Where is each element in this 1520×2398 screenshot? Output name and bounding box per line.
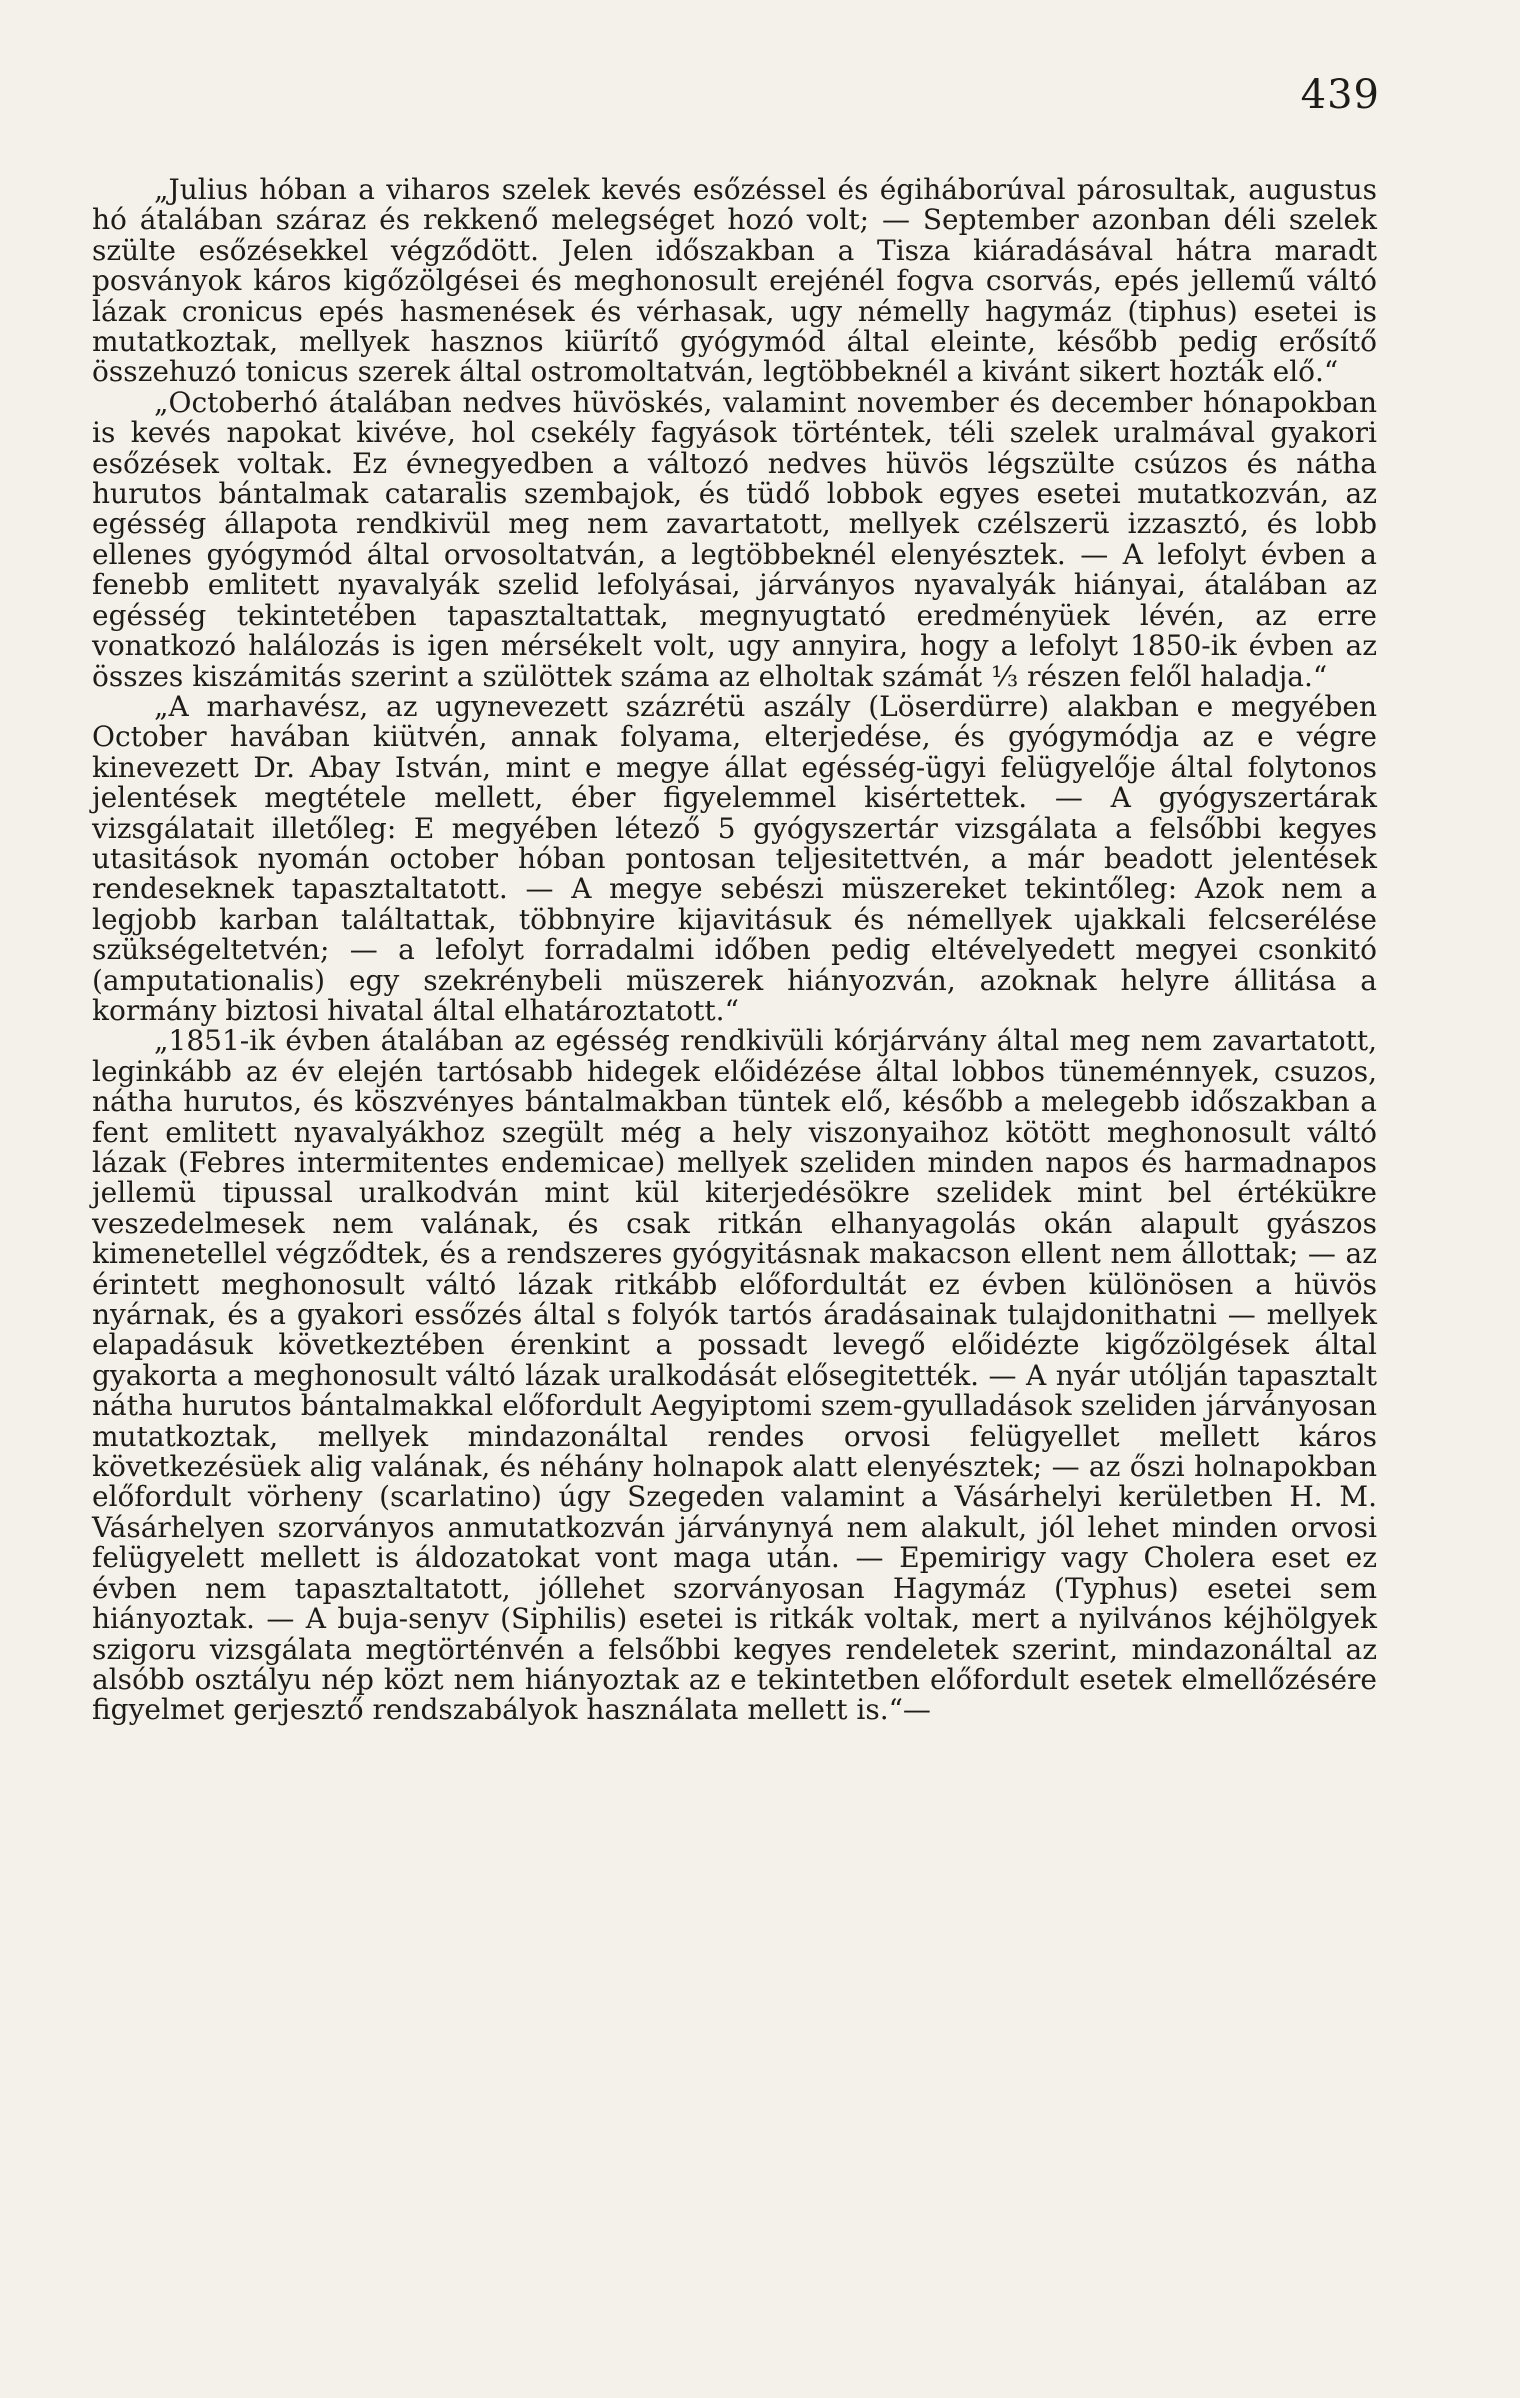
paragraph-october: „Octoberhó átalában nedves hüvöskés, valamint november és december hónapokban is kevés napokat kivéve, hol csekély fagyások történtek, téli szelek uralmával gyakori esőzések voltak. Ez évnegyedben a változó nedves hüvös légszülte csúzos és nátha hurutos bántalmak cataralis szembajok, és tüdő lobbok egyes esetei mutatkozván, az egésség állapota rendkivül meg nem zavartatott, mellyek czélszerü izzasztó, és lobb ellenes gyógymód által orvosoltatván, a legtöbbeknél elenyésztek. — A lefolyt évben a fenebb emlitett nyavalyák szelid lefolyásai, járványos nyavalyák hiányai, átalában az egésség tekintetében tapasztaltattak, megnyugtató eredményüek lévén, az erre vonatkozó halálozás is igen mérsékelt volt, ugy annyira, hogy a lefolyt 1850-ik évben az összes kiszámitás szerint a szülöttek száma az elholtak számát ⅓ részen felől haladja.“ xyxy=(92,385,1377,693)
body-text xyxy=(92,175,1377,1726)
page-number: 439 xyxy=(1300,72,1380,118)
paragraph-julius: „Julius hóban a viharos szelek kevés esőzéssel és égiháborúval párosultak, augustus hó átalában száraz és rekkenő melegséget hozó volt; — September azonban déli szelek szülte esőzésekkel végződött. Jelen időszakban a Tisza kiáradásával hátra maradt posványok káros kigőzölgései és meghonosult erejénél fogva csorvás, epés jellemű váltó lázak cronicus epés hasmenések és vérhasak, ugy némelly hagymáz (tiphus) esetei is mutatkoztak, mellyek hasznos kiürítő gyógymód által eleinte, később pedig erősítő összehuzó tonicus szerek által ostromoltatván, legtöbbeknél a kivánt sikert hozták elő.“ xyxy=(92,173,1377,389)
paragraph-marhavesz: „A marhavész, az ugynevezett százrétü aszály (Löserdürre) alakban e megyében October havában kiütvén, annak folyama, elterjedése, és gyógymódja az e végre kinevezett Dr. Abay István, mint e megye állat egésség-ügyi felügyelője által folytonos jelentések megtétele mellett, éber figyelemmel kisértettek. — A gyógyszertárak vizsgálatait illetőleg: E megyében létező 5 gyógyszertár vizsgálata a felsőbbi kegyes utasitások nyomán october hóban pontosan teljesitettvén, a már beadott jelentések rendeseknek tapasztaltatott. — A megye sebészi müszereket tekintőleg: Azok nem a legjobb karban találtattak, többnyire kijavitásuk és némellyek ujakkali felcserélése szükségeltetvén; — a lefolyt forradalmi időben pedig eltévelyedett megyei csonkitó (amputationalis) egy szekrénybeli müszerek hiányozván, azoknak helyre állitása a kormány biztosi hivatal által elhatároztatott.“ xyxy=(92,689,1377,1027)
paragraph-1851: „1851-ik évben átalában az egésség rendkivüli kórjárvány által meg nem zavartatott, leginkább az év elején tartósabb hidegek előidézése által lobbos tüneménnyek, csuzos, nátha hurutos, és köszvényes bántalmakban tüntek elő, később a melegebb időszakban a fent emlitett nyavalyákhoz szegült még a hely viszonyaihoz kötött meghonosult váltó lázak (Febres intermitentes endemicae) mellyek szeliden minden napos és harmadnapos jellemü tipussal uralkodván mint kül kiterjedésökre szelidek mint bel értékükre veszedelmesek nem valának, és csak ritkán elhanyagolás okán alapult gyászos kimenetellel végződtek, és a rendszeres gyógyitásnak makacson ellent nem állottak; — az érintett meghonosult váltó lázak ritkább előfordultát ez évben különösen a hüvös nyárnak, és a gyakori essőzés által s folyók tartós áradásainak tulajdonithatni — mellyek elapadásuk következtében érenkint a possadt levegő előidézte kigőzölgések által gyakorta a meghonosult váltó lázak uralkodását elősegitették. — A nyár utólján tapasztalt nátha hurutos bántalmakkal előfordult Aegyiptomi szem-gyulladások szeliden járványosan mutatkoztak, mellyek mindazonáltal rendes orvosi felügyellet mellett káros következésüek alig valának, és néhány holnapok alatt elenyésztek; — az őszi holnapokban előfordult vörheny (scarlatino) úgy Szegeden valamint a Vásárhelyi kerületben H. M. Vásárhelyen szorványos anmutatkozván járványnyá nem alakult, jól lehet minden orvosi felügyelett mellett is áldozatokat vont maga után. — Epemirigy vagy Cholera eset ez évben nem tapasztaltatott, jóllehet szorványosan Hagymáz (Typhus) esetei sem hiányoztak. — A buja-senyv (Siphilis) esetei is ritkák voltak, mert a nyilvános kéjhölgyek szigoru vizsgálata megtörténvén a felsőbbi kegyes rendeletek szerint, mindazonáltal az alsóbb osztályu nép közt nem hiányoztak az e tekintetben előfordult esetek elmellőzésére figyelmet gerjesztő rendszabályok használata mellett is.“— xyxy=(92,1024,1377,1727)
